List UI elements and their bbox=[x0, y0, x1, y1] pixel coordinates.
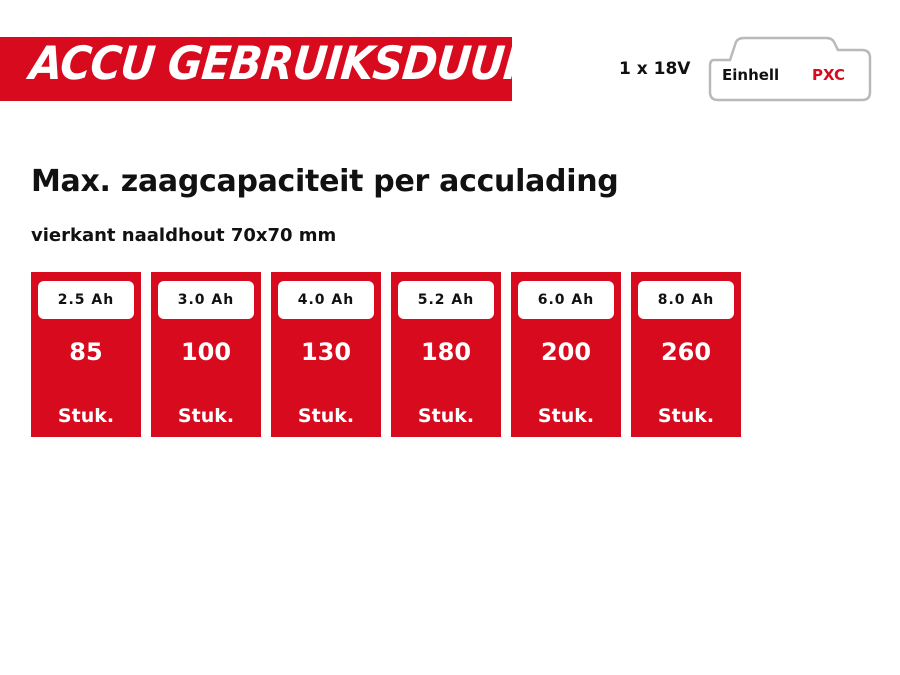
capacity-card bbox=[151, 272, 261, 437]
cut-count: 130 bbox=[300, 338, 352, 366]
cut-count: 180 bbox=[420, 338, 472, 366]
cut-unit: Stuk. bbox=[177, 405, 235, 427]
brand-logo-text: Einhell bbox=[722, 66, 780, 84]
capacity-card bbox=[511, 272, 621, 437]
page-title: ACCU GEBRUIKSDUUR bbox=[27, 36, 538, 90]
cut-count: 260 bbox=[660, 338, 712, 366]
cut-unit: Stuk. bbox=[57, 405, 115, 427]
capacity-badge: 5.2 Ah bbox=[398, 281, 494, 319]
cut-count: 200 bbox=[540, 338, 592, 366]
voltage-label: 1 x 18V bbox=[619, 59, 691, 79]
cut-unit: Stuk. bbox=[417, 405, 475, 427]
cut-unit: Stuk. bbox=[537, 405, 595, 427]
battery-pack-icon bbox=[708, 36, 872, 102]
system-logo-text: PXC bbox=[812, 66, 846, 84]
cut-unit: Stuk. bbox=[297, 405, 355, 427]
capacity-badge: 3.0 Ah bbox=[158, 281, 254, 319]
capacity-card bbox=[271, 272, 381, 437]
cut-unit: Stuk. bbox=[657, 405, 715, 427]
capacity-card-list bbox=[31, 272, 741, 437]
capacity-card bbox=[31, 272, 141, 437]
capacity-card bbox=[631, 272, 741, 437]
section-heading: Max. zaagcapaciteit per acculading bbox=[31, 164, 619, 199]
section-subheading: vierkant naaldhout 70x70 mm bbox=[31, 225, 337, 246]
capacity-badge: 2.5 Ah bbox=[38, 281, 134, 319]
cut-count: 100 bbox=[180, 338, 232, 366]
capacity-card bbox=[391, 272, 501, 437]
cut-count: 85 bbox=[69, 338, 103, 366]
capacity-badge: 4.0 Ah bbox=[278, 281, 374, 319]
capacity-badge: 6.0 Ah bbox=[518, 281, 614, 319]
capacity-badge: 8.0 Ah bbox=[638, 281, 734, 319]
